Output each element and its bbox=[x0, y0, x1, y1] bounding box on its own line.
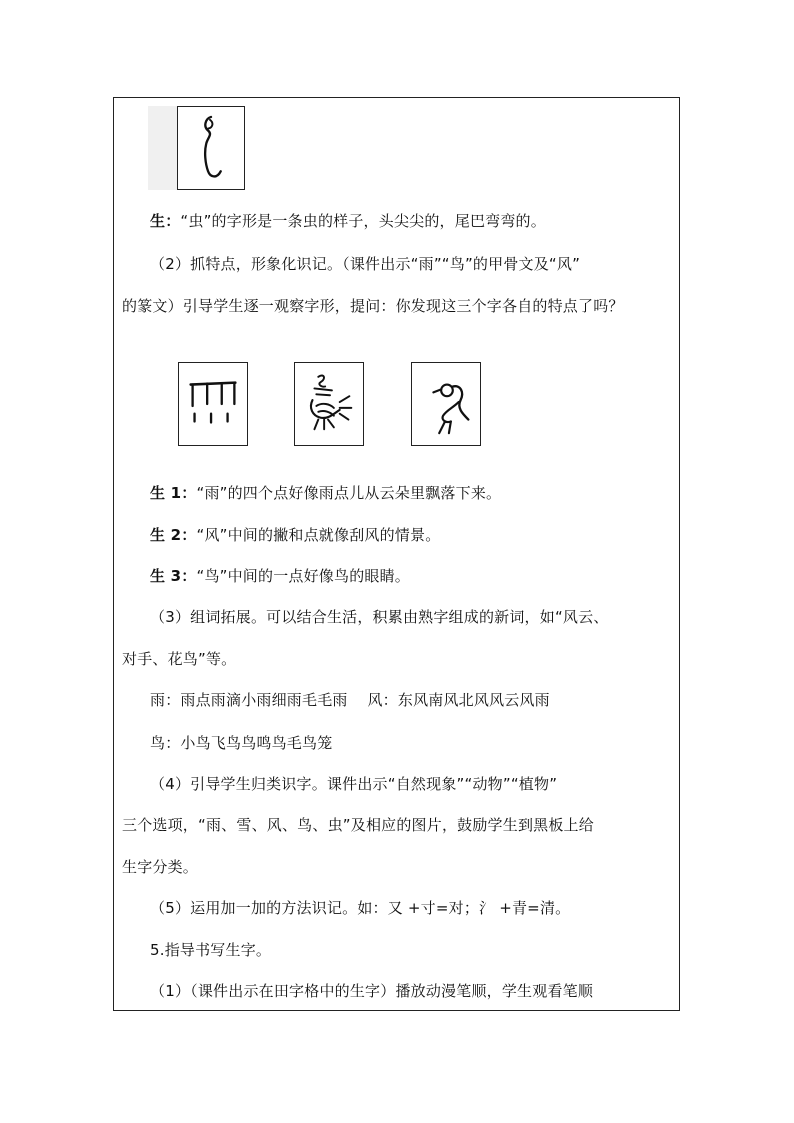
paragraph-13: （1）（课件出示在田字格中的生字）播放动漫笔顺，学生观看笔顺 bbox=[150, 982, 594, 1000]
rain-glyph-icon bbox=[179, 363, 247, 445]
wind-glyph-icon bbox=[295, 363, 363, 445]
paragraph-3: 的篆文）引导学生逐一观察字形，提问：你发现这三个字各自的特点了吗？ bbox=[122, 297, 624, 315]
paragraph-2: （2）抓特点，形象化识记。（课件出示“雨”“鸟”的甲骨文及“风” bbox=[150, 255, 581, 273]
speaker-label: 生： bbox=[150, 212, 181, 230]
paragraph-8: （4）引导学生归类识字。课件出示“自然现象”“动物”“植物” bbox=[150, 775, 558, 793]
paragraph-text: “风”中间的撇和点就像刮风的情景。 bbox=[196, 526, 441, 544]
paragraph-text: “鸟”中间的一点好像鸟的眼睛。 bbox=[196, 567, 411, 585]
paragraph-5: 对手、花鸟”等。 bbox=[122, 650, 237, 668]
bird-glyph-image bbox=[411, 362, 481, 446]
paragraph-10: 生字分类。 bbox=[122, 858, 199, 876]
speaker-label: 生 1： bbox=[150, 484, 197, 502]
student-3-line bbox=[150, 566, 705, 586]
paragraph-text: “虫”的字形是一条虫的样子，头尖尖的，尾巴弯弯的。 bbox=[180, 212, 546, 230]
student-1-line bbox=[150, 483, 705, 503]
paragraph-insect bbox=[150, 211, 705, 231]
insect-glyph-image bbox=[177, 106, 245, 190]
paragraph-11: （5）运用加一加的方法识记。如：又 +寸=对；氵 +青=清。 bbox=[150, 899, 571, 917]
paragraph-text: “雨”的四个点好像雨点儿从云朵里飘落下来。 bbox=[196, 484, 502, 502]
word-list-bird: 鸟：小鸟飞鸟鸟鸣鸟毛鸟笼 bbox=[150, 734, 333, 752]
speaker-label: 生 2： bbox=[150, 526, 197, 544]
section-heading: 5.指导书写生字。 bbox=[150, 941, 272, 959]
paragraph-9: 三个选项，“雨、雪、风、鸟、虫”及相应的图片，鼓励学生到黑板上给 bbox=[122, 816, 594, 834]
speaker-label: 生 3： bbox=[150, 567, 197, 585]
paragraph-4: （3）组词拓展。可以结合生活，积累由熟字组成的新词，如“风云、 bbox=[150, 608, 609, 626]
word-list-rain-wind: 雨：雨点雨滴小雨细雨毛毛雨 风：东风南风北风风云风雨 bbox=[150, 691, 550, 709]
wind-glyph-image bbox=[294, 362, 364, 446]
insect-glyph-icon bbox=[178, 107, 244, 189]
student-2-line bbox=[150, 525, 705, 545]
bird-glyph-icon bbox=[412, 363, 480, 445]
image-shade bbox=[148, 106, 178, 190]
rain-glyph-image bbox=[178, 362, 248, 446]
